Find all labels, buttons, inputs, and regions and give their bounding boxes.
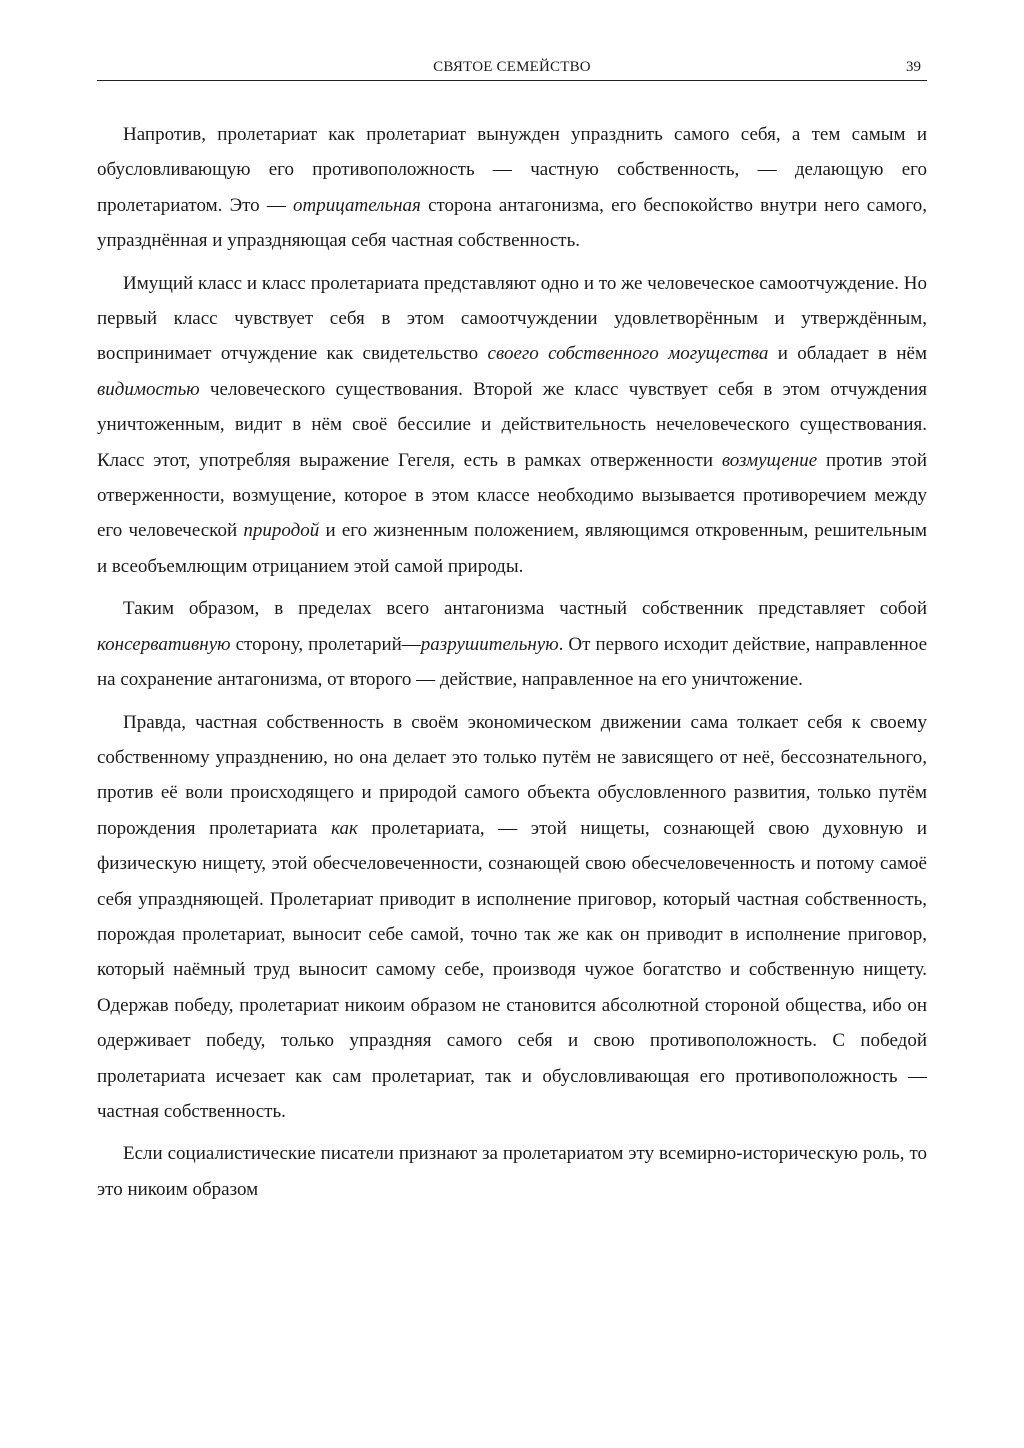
- running-header: [97, 58, 927, 81]
- text-run: пролетариата, — этой нищеты, сознающей свою духовную и физическую нищету, этой обесчеловеченности, сознающей свою обесчеловеченность и потому самоё себя упраздняющей. Пролетариат приводит в исполнение приговор, который частная собственность, порождая пролетариат, выносит себе самой, точно так же как он приводит в исполнение приговор, который наёмный труд выносит самому себе, производя чужое богатство и собственную нищету. Одержав победу, пролетариат никоим образом не становится абсолютной стороной общества, ибо он одерживает победу, только упраздняя самого себя и свою противоположность. С победой пролетариата исчезает как сам пролетариат, так и обусловливающая его противоположность — частная собственность.: [97, 817, 927, 1122]
- paragraph: [97, 266, 927, 585]
- paragraph: [97, 591, 927, 697]
- text-run: Если социалистические писатели признают за пролетариатом эту всемирно-историческую роль, то это никоим образом: [97, 1143, 927, 1200]
- text-run: Таким образом, в пределах всего антагонизма частный собственник представляет собой: [123, 598, 927, 620]
- emphasized-text: консервативную: [97, 633, 231, 655]
- page-number: 39: [906, 59, 921, 75]
- emphasized-text: видимостью: [97, 378, 200, 400]
- emphasized-text: разрушительную: [420, 633, 559, 655]
- emphasized-text: отрицательная: [293, 194, 421, 216]
- text-run: Правда, частная собственность в своём экономическом движении сама толкает себя к своему собственному упразднению, но она делает это только путём не зависящего от неё, бессознательного, против её воли происходящего и природой самого объекта обусловленного развития, только путём порождения пролетариата: [97, 711, 927, 839]
- paragraph: [97, 705, 927, 1130]
- emphasized-text: как: [331, 817, 358, 839]
- text-run: Напротив, пролетариат как пролетариат вынужден упразднить самого себя, а тем самым и обусловливающую его противоположность — частную собственность, — делающую его пролетариатом. Это —: [97, 124, 927, 216]
- text-run: сторона антагонизма, его беспокойство внутри него самого, упразднённая и упраздняющая себя частная собственность.: [97, 194, 927, 252]
- main-text: [97, 117, 927, 1214]
- text-run: Имущий класс и класс пролетариата представляют одно и то же человеческое самоотчуждение. Но первый класс чувствует себя в этом самоотчуждении удовлетворённым и утверждённым, воспринимает отчуждение как свидетельство: [97, 272, 927, 365]
- emphasized-text: возмущение: [721, 449, 818, 471]
- text-run: против этой отверженности, возмущение, которое в этом классе необходимо вызывается противоречием между его человеческой: [97, 449, 927, 542]
- text-run: сторону, пролетарий—: [230, 633, 421, 655]
- emphasized-text: своего собственного могущества: [487, 343, 769, 365]
- emphasized-text: природой: [243, 520, 320, 542]
- text-run: . От первого исходит действие, направленное на сохранение антагонизма, от второго — действие, направленное на его уничтожение.: [97, 633, 928, 691]
- paragraph: [97, 1136, 927, 1207]
- text-run: и его жизненным положением, являющимся откровенным, решительным и всеобъемлющим отрицанием этой самой природы.: [97, 520, 928, 577]
- running-title: СВЯТОЕ СЕМЕЙСТВО: [433, 59, 591, 75]
- text-run: и обладает в нём: [768, 343, 928, 365]
- paragraph: [97, 117, 927, 259]
- text-run: человеческого существования. Второй же класс чувствует себя в этом отчуждения уничтоженным, видит в нём своё бессилие и действительность нечеловеческого существования. Класс этот, употребляя выражение Гегеля, есть в рамках отверженности: [97, 378, 927, 471]
